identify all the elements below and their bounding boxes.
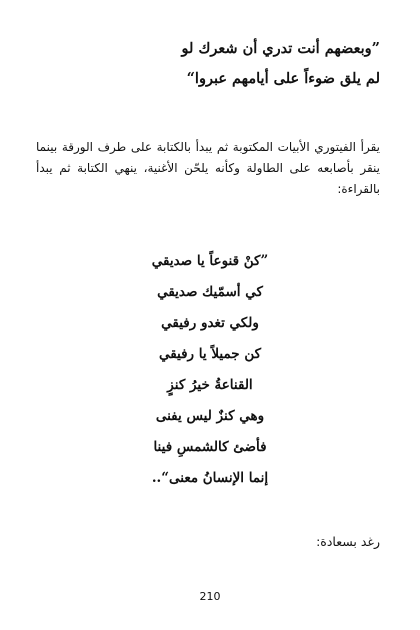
speaker-line: رغد بسعادة: bbox=[316, 534, 380, 549]
opening-quote-line-1: ”وبعضهم أنت تدري أن شعرك لو bbox=[181, 40, 380, 57]
poem-line: فأضئ كالشمسِ فينا bbox=[153, 439, 267, 455]
poem-line: وهي كنزٌ ليس يفنى bbox=[155, 408, 265, 424]
poem-stanza bbox=[0, 246, 420, 494]
poem-line: ”كنْ قنوعاً يا صديقي bbox=[151, 253, 269, 269]
poem-line: ولكي تغدو رفيقي bbox=[161, 315, 259, 331]
poem-line: القناعةُ خيرُ كنزٍ bbox=[167, 377, 253, 393]
poem-line: إنما الإنسانُ معنى“.. bbox=[151, 470, 269, 486]
poem-line: كن جميلاً يا رفيقي bbox=[158, 346, 262, 362]
opening-quote-line-2: لم يلق ضوءاً على أيامهم عبروا“ bbox=[186, 70, 380, 87]
page-number: 210 bbox=[199, 590, 221, 603]
narrative-paragraph: يقرأ الفيتوري الأبيات المكتوبة ثم يبدأ بالكتابة على طرف الورقة بينما ينقر بأصابعه على الطاولة وكأنه يلحّن الأغنية، ينهي الكتابة ثم يبدأ بالقراءة: bbox=[36, 140, 380, 196]
poem-line: كي أسمّيك صديقي bbox=[157, 284, 263, 300]
